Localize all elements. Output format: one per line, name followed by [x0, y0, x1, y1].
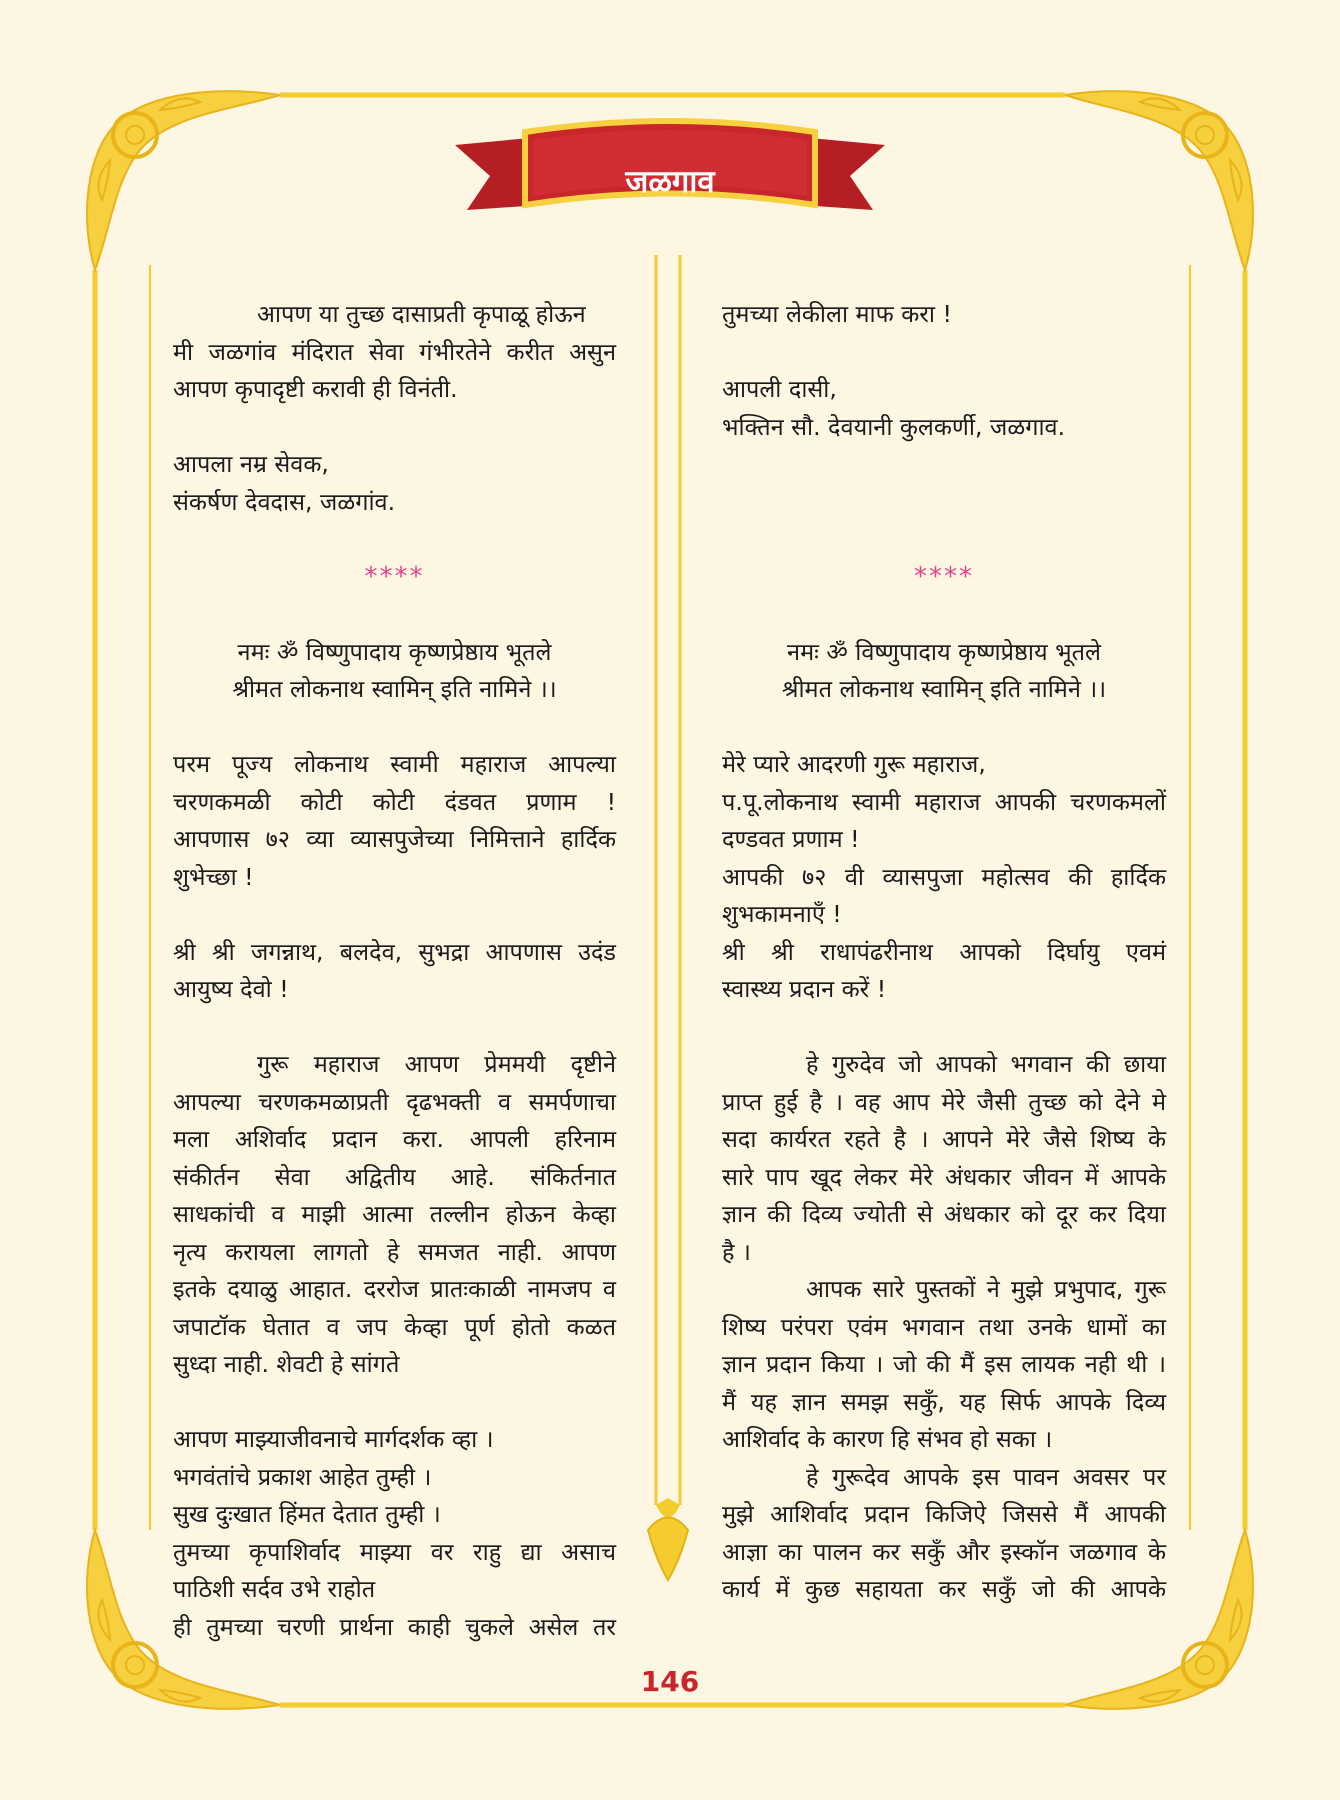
paragraph-line: संकीर्तन सेवा अद्वितीय आहे. संकिर्तनात [173, 1162, 616, 1191]
paragraph-line: हे गुरुदेव जो आपको भगवान की छाया [806, 1050, 1166, 1078]
intro-line: आपण कृपादृष्टी करावी ही विनंती. [173, 375, 458, 403]
poem-line: भगवंतांचे प्रकाश आहेत तुम्ही । [173, 1462, 432, 1491]
invocation-line: श्रीमत लोकनाथ स्वामिन् इति नामिने ।। [781, 675, 1107, 703]
poem-line: आपण माझ्याजीवनाचे मार्गदर्शक व्हा । [173, 1425, 494, 1453]
greeting-line: मेरे प्यारे आदरणी गुरू महाराज, [722, 750, 986, 778]
paragraph-line: आपल्या चरणकमळाप्रती दृढभक्ती व समर्पणाचा [173, 1087, 616, 1116]
column-divider [648, 255, 688, 1580]
paragraph-line: कार्य में कुछ सहायता कर सकुँ जो की आपके [722, 1575, 1166, 1603]
paragraph-line: मैं यह ज्ञान समझ सकुँ, यह सिर्फ आपके दिव्य [722, 1387, 1166, 1416]
intro-line: आपण या तुच्छ दासाप्रती कृपाळू होऊन [257, 300, 586, 328]
paragraph-line: आपक सारे पुस्तकों ने मुझे प्रभुपाद, गुरू [806, 1275, 1166, 1303]
greeting-line: प.पू.लोकनाथ स्वामी महाराज आपकी चरणकमलों [722, 787, 1166, 816]
greeting-line: आपणास ७२ व्या व्यासपुजेच्या निमित्ताने हार्दिक [173, 825, 616, 853]
invocation-line: नमः ॐ विष्णुपादाय कृष्णप्रेष्ठाय भूतले [787, 637, 1101, 666]
signature-line: आपला नम्र सेवक, [173, 450, 329, 478]
separator-stars: **** [364, 561, 425, 592]
signature-line: संकर्षण देवदास, जळगांव. [173, 487, 396, 516]
invocation-line: नमः ॐ विष्णुपादाय कृष्णप्रेष्ठाय भूतले [237, 637, 552, 666]
paragraph-line: शिष्य परंपरा एवंम भगवान तथा उनके धामों का [722, 1312, 1166, 1341]
greeting-line: शुभकामनाएँ ! [722, 900, 842, 928]
paragraph-line: हे गुरूदेव आपके इस पावन अवसर पर [806, 1462, 1166, 1491]
paragraph-line: आशिर्वाद के कारण हि संभव हो सका । [722, 1425, 1053, 1453]
paragraph-line: नृत्य करायला लागतो हे समजत नाही. आपण [173, 1237, 616, 1266]
greeting-line: आपकी ७२ वी व्यासपुजा महोत्सव की हार्दिक [722, 862, 1166, 891]
paragraph-line: मला अशिर्वाद प्रदान करा. आपली हरिनाम [173, 1125, 616, 1153]
greeting-line: दण्डवत प्रणाम ! [722, 825, 860, 853]
corner-ornament-top-left [87, 91, 280, 270]
paragraph-line: साधकांची व माझी आत्मा तल्लीन होऊन केव्हा [173, 1200, 616, 1228]
paragraph-line: मुझे आशिर्वाद प्रदान किजिऐ जिससे मैं आपकी [722, 1500, 1166, 1528]
poem-line: पाठिशी सर्दव उभे राहोत [173, 1575, 376, 1603]
paragraph-line: सारे पाप खूद लेकर मेरे अंधकार जीवन में आपके [722, 1162, 1166, 1191]
greeting-line: स्वास्थ्य प्रदान करें ! [722, 975, 887, 1003]
opening-line: तुमच्या लेकीला माफ करा ! [722, 300, 952, 328]
paragraph-line: जपाटॉक घेतात व जप केव्हा पूर्ण होतो कळत [173, 1312, 616, 1341]
paragraph-line: ज्ञान प्रदान किया । जो की मैं इस लायक नही थी । [722, 1350, 1166, 1378]
invocation-line: श्रीमत लोकनाथ स्वामिन् इति नामिने ।। [232, 675, 557, 703]
right-column [722, 296, 1166, 1609]
greeting-line: चरणकमळी कोटी कोटी दंडवत प्रणाम ! [173, 787, 616, 816]
intro-line: मी जळगांव मंदिरात सेवा गंभीरतेने करीत असुन [173, 337, 616, 366]
poem-line: सुख दुःखात हिंमत देतात तुम्ही । [173, 1500, 441, 1528]
paragraph-line: गुरू महाराज आपण प्रेममयी दृष्टीने [257, 1050, 616, 1078]
signature-line: भक्तिन सौ. देवयानी कुलकर्णी, जळगाव. [722, 412, 1066, 441]
blessing-line: आयुष्य देवो ! [173, 975, 289, 1003]
signature-line: आपली दासी, [722, 375, 837, 403]
corner-ornament-top-right [1065, 91, 1253, 270]
header-title: जळगाव [625, 164, 715, 200]
paragraph-line: आज्ञा का पालन कर सकुँ और इस्कॉन जळगाव के [722, 1537, 1166, 1566]
greeting-line: शुभेच्छा ! [173, 862, 254, 891]
poem-line: तुमच्या कृपाशिर्वाद माझ्या वर राहु द्या असाच [173, 1537, 616, 1566]
paragraph-line: है । [722, 1237, 751, 1266]
paragraph-line: ज्ञान की दिव्य ज्योती से अंधकार को दूर कर दिया [722, 1200, 1166, 1228]
greeting-line: परम पूज्य लोकनाथ स्वामी महाराज आपल्या [173, 750, 616, 778]
poem-line: ही तुमच्या चरणी प्रार्थना काही चुकले असेल तर [173, 1612, 616, 1641]
paragraph-line: सदा कार्यरत रहते है । आपने मेरे जैसे शिष्य के [722, 1125, 1166, 1153]
left-column [173, 296, 616, 1646]
blessing-line: श्री श्री जगन्नाथ, बलदेव, सुभद्रा आपणास उदंड [173, 937, 616, 966]
paragraph-line: प्राप्त हुई है । वह आप मेरे जैसी तुच्छ को देने मे [722, 1087, 1166, 1116]
greeting-line: श्री श्री राधापंढरीनाथ आपको दिर्घायु एवमं [722, 937, 1166, 966]
paragraph-line: इतके दयाळु आहात. दररोज प्रातःकाळी नामजप व [173, 1275, 616, 1303]
page-number: 146 [640, 1665, 700, 1698]
separator-stars: **** [914, 561, 974, 592]
paragraph-line: सुध्दा नाही. शेवटी हे सांगते [173, 1350, 400, 1378]
